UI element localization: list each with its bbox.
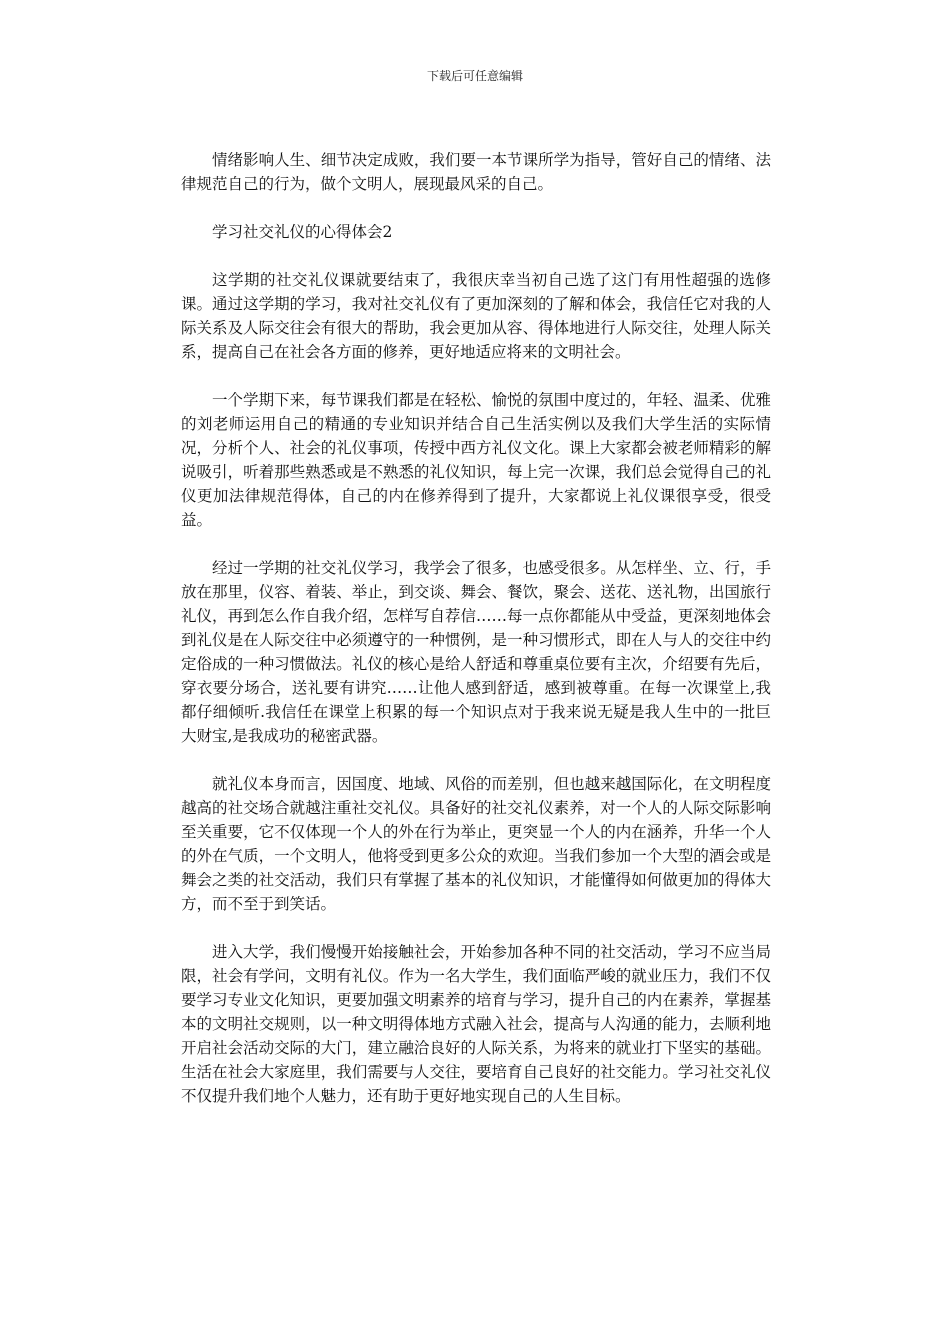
page-header-note: 下载后可任意编辑 [426, 69, 523, 83]
paragraph: 一个学期下来，每节课我们都是在轻松、愉悦的氛围中度过的，年轻、温柔、优雅的刘老师运用自己的精通的专业知识并结合自己生活实例以及我们大学生活的实际情况，分析个人、社会的礼仪事项，传授中西方礼仪文化。课上大家都会被老师精彩的解说吸引，听着那些熟悉或是不熟悉的礼仪知识，每上完一次课，我们总会觉得自己的礼仪更加法律规范得体，自己的内在修养得到了提升，大家都说上礼仪课很享受，很受益。 [181, 391, 771, 529]
paragraph: 经过一学期的社交礼仪学习，我学会了很多，也感受很多。从怎样坐、立、行，手放在那里，仪容、着装、举止，到交谈、舞会、餐饮，聚会、送花、送礼物，出国旅行礼仪，再到怎么作自我介绍，怎样写自荐信……每一点你都能从中受益，更深刻地体会到礼仪是在人际交往中必须遵守的一种惯例，是一种习惯形式，即在人与人的交往中约定俗成的一种习惯做法。礼仪的核心是给人舒适和尊重桌位要有主次，介绍要有先后，穿衣要分场合，送礼要有讲究……让他人感到舒适，感到被尊重。在每一次课堂上,我都仔细倾听.我信任在课堂上积累的每一个知识点对于我来说无疑是我人生中的一批巨大财宝,是我成功的秘密武器。 [181, 559, 771, 745]
paragraph-intro: 情绪影响人生、细节决定成败，我们要一本节课所学为指导，管好自己的情绪、法律规范自己的行为，做个文明人，展现最风采的自己。 [181, 151, 771, 193]
section-title: 学习社交礼仪的心得体会2 [212, 223, 393, 241]
paragraph: 就礼仪本身而言，因国度、地域、风俗的而差别，但也越来越国际化，在文明程度越高的社交场合就越注重社交礼仪。具备好的社交礼仪素养，对一个人的人际交际影响至关重要，它不仅体现一个人的外在行为举止，更突显一个人的内在涵养，升华一个人的外在气质，一个文明人，他将受到更多公众的欢迎。当我们参加一个大型的酒会或是舞会之类的社交活动，我们只有掌握了基本的礼仪知识，才能懂得如何做更加的得体大方，而不至于到笑话。 [181, 775, 771, 913]
paragraph: 进入大学，我们慢慢开始接触社会，开始参加各种不同的社交活动，学习不应当局限，社会有学问，文明有礼仪。作为一名大学生，我们面临严峻的就业压力，我们不仅要学习专业文化知识，更要加强文明素养的培育与学习，提升自己的内在素养，掌握基本的文明社交规则，以一种文明得体地方式融入社会，提高与人沟通的能力，去顺利地开启社会活动交际的大门，建立融洽良好的人际关系，为将来的就业打下坚实的基础。生活在社会大家庭里，我们需要与人交往，要培育自己良好的社交能力。学习社交礼仪不仅提升我们地个人魅力，还有助于更好地实现自己的人生目标。 [181, 943, 771, 1105]
document-body [181, 148, 771, 1132]
paragraph: 这学期的社交礼仪课就要结束了，我很庆幸当初自己选了这门有用性超强的选修课。通过这学期的学习，我对社交礼仪有了更加深刻的了解和体会，我信任它对我的人际关系及人际交往会有很大的帮助，我会更加从容、得体地进行人际交往，处理人际关系，提高自己在社会各方面的修养，更好地适应将来的文明社会。 [181, 271, 771, 361]
